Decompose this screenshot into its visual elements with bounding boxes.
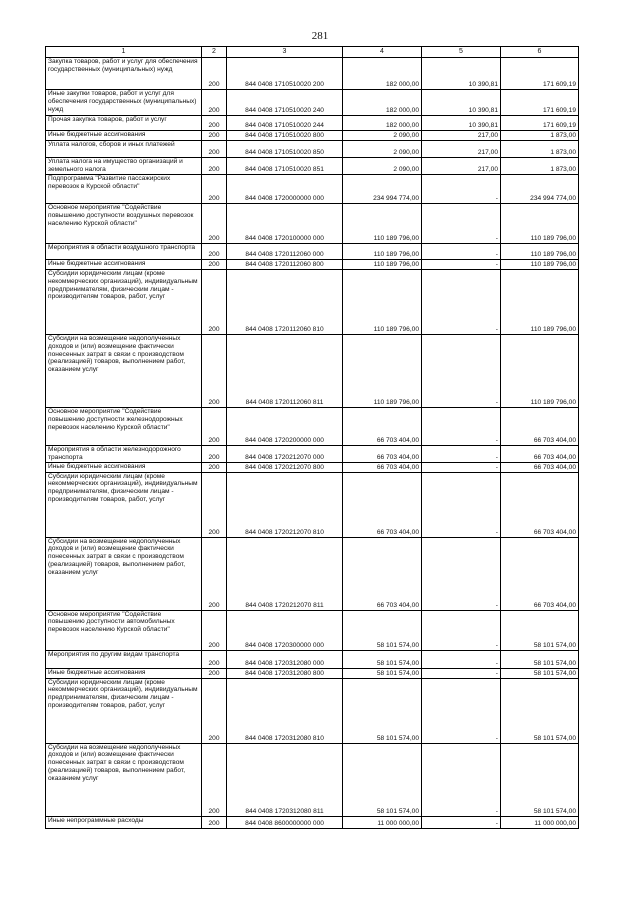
row-amount-remaining: 66 703 404,00: [501, 408, 579, 446]
row-amount-remaining: 66 703 404,00: [501, 472, 579, 537]
column-header-6: 6: [501, 47, 579, 58]
page-number: 281: [311, 30, 329, 42]
row-amount-plan: 58 101 574,00: [343, 678, 422, 743]
row-amount-plan: 58 101 574,00: [343, 650, 422, 668]
row-amount-plan: 11 000 000,00: [343, 816, 422, 828]
row-amount-remaining: 58 101 574,00: [501, 668, 579, 678]
row-amount-executed: -: [422, 462, 501, 472]
row-code: 200: [202, 650, 227, 668]
column-header-5: 5: [422, 47, 501, 58]
row-amount-plan: 2 090,00: [343, 131, 422, 141]
row-amount-plan: 58 101 574,00: [343, 668, 422, 678]
row-name: Иные непрограммные расходы: [46, 816, 202, 828]
table-row: [46, 610, 579, 650]
row-kbk: 844 0408 1710510020 240: [227, 90, 343, 116]
row-amount-remaining: 66 703 404,00: [501, 446, 579, 463]
row-amount-plan: 2 090,00: [343, 158, 422, 175]
row-kbk: 844 0408 1720312080 800: [227, 668, 343, 678]
row-name: Мероприятия по другим видам транспорта: [46, 650, 202, 668]
row-code: 200: [202, 175, 227, 204]
row-amount-remaining: 1 873,00: [501, 141, 579, 158]
row-name: Иные бюджетные ассигнования: [46, 462, 202, 472]
row-amount-remaining: 110 189 796,00: [501, 244, 579, 260]
row-code: 200: [202, 204, 227, 244]
table-row: [46, 743, 579, 816]
row-kbk: 844 0408 1720212070 000: [227, 446, 343, 463]
row-kbk: 844 0408 1720112060 811: [227, 335, 343, 408]
row-amount-executed: -: [422, 446, 501, 463]
row-amount-plan: 66 703 404,00: [343, 408, 422, 446]
row-amount-executed: -: [422, 472, 501, 537]
row-code: 200: [202, 158, 227, 175]
row-amount-executed: -: [422, 816, 501, 828]
row-amount-remaining: 66 703 404,00: [501, 462, 579, 472]
row-amount-remaining: 171 609,19: [501, 116, 579, 131]
table-row: [46, 260, 579, 270]
row-amount-executed: -: [422, 244, 501, 260]
table-row: [46, 204, 579, 244]
row-kbk: 844 0408 1720212070 810: [227, 472, 343, 537]
row-amount-executed: -: [422, 678, 501, 743]
row-name: Подпрограмма "Развитие пассажирских перевозок в Курской области": [46, 175, 202, 204]
row-amount-executed: -: [422, 668, 501, 678]
row-amount-remaining: 58 101 574,00: [501, 678, 579, 743]
row-amount-executed: -: [422, 610, 501, 650]
row-code: 200: [202, 408, 227, 446]
row-code: 200: [202, 260, 227, 270]
row-amount-plan: 110 189 796,00: [343, 260, 422, 270]
row-amount-plan: 66 703 404,00: [343, 472, 422, 537]
row-name: Субсидии на возмещение недополученных доходов и (или) возмещение фактически понесенных затрат в связи с производством (реализацией) товаров, выполнением работ, оказанием услуг: [46, 537, 202, 610]
row-amount-plan: 110 189 796,00: [343, 244, 422, 260]
table-row: [46, 158, 579, 175]
row-amount-plan: 110 189 796,00: [343, 204, 422, 244]
row-amount-remaining: 58 101 574,00: [501, 743, 579, 816]
row-amount-remaining: 1 873,00: [501, 158, 579, 175]
row-amount-plan: 66 703 404,00: [343, 462, 422, 472]
row-amount-remaining: 58 101 574,00: [501, 610, 579, 650]
row-amount-plan: 2 090,00: [343, 141, 422, 158]
row-kbk: 844 0408 1710510020 200: [227, 58, 343, 90]
row-amount-plan: 110 189 796,00: [343, 270, 422, 335]
row-name: Основное мероприятие "Содействие повышению доступности автомобильных перевозок населению Курской области": [46, 610, 202, 650]
row-amount-executed: -: [422, 175, 501, 204]
row-code: 200: [202, 446, 227, 463]
table-row: [46, 462, 579, 472]
row-name: Субсидии на возмещение недополученных доходов и (или) возмещение фактически понесенных затрат в связи с производством (реализацией) товаров, выполнением работ, оказанием услуг: [46, 335, 202, 408]
row-code: 200: [202, 131, 227, 141]
row-name: Прочая закупка товаров, работ и услуг: [46, 116, 202, 131]
row-amount-remaining: 110 189 796,00: [501, 270, 579, 335]
row-code: 200: [202, 472, 227, 537]
column-header-2: 2: [202, 47, 227, 58]
row-amount-executed: -: [422, 650, 501, 668]
row-name: Иные бюджетные ассигнования: [46, 131, 202, 141]
column-header-3: 3: [227, 47, 343, 58]
row-code: 200: [202, 58, 227, 90]
row-kbk: 844 0408 1720212070 800: [227, 462, 343, 472]
row-amount-remaining: 110 189 796,00: [501, 204, 579, 244]
budget-table: [45, 46, 579, 829]
table-row: [46, 335, 579, 408]
row-amount-executed: -: [422, 260, 501, 270]
row-amount-executed: -: [422, 408, 501, 446]
table-row: [46, 90, 579, 116]
table-row: [46, 472, 579, 537]
row-name: Основное мероприятие "Содействие повышению доступности железнодорожных перевозок населению Курской области": [46, 408, 202, 446]
row-kbk: 844 0408 1720300000 000: [227, 610, 343, 650]
row-amount-plan: 182 000,00: [343, 90, 422, 116]
row-kbk: 844 0408 1720112060 000: [227, 244, 343, 260]
row-code: 200: [202, 141, 227, 158]
row-code: 200: [202, 244, 227, 260]
table-row: [46, 141, 579, 158]
column-header-1: 1: [46, 47, 202, 58]
table-row: [46, 408, 579, 446]
row-kbk: 844 0408 1710510020 851: [227, 158, 343, 175]
row-code: 200: [202, 90, 227, 116]
row-amount-plan: 234 994 774,00: [343, 175, 422, 204]
row-amount-remaining: 171 609,19: [501, 90, 579, 116]
row-amount-remaining: 66 703 404,00: [501, 537, 579, 610]
row-kbk: 844 0408 1720212070 811: [227, 537, 343, 610]
row-amount-plan: 58 101 574,00: [343, 743, 422, 816]
row-kbk: 844 0408 1720112060 800: [227, 260, 343, 270]
row-code: 200: [202, 743, 227, 816]
table-header-row: [46, 47, 579, 58]
row-amount-executed: -: [422, 335, 501, 408]
row-name: Мероприятия в области воздушного транспорта: [46, 244, 202, 260]
row-name: Субсидии юридическим лицам (кроме некоммерческих организаций), индивидуальным предпринимателям, физическим лицам - производителям товаров, работ, услуг: [46, 472, 202, 537]
row-code: 200: [202, 116, 227, 131]
table-row: [46, 678, 579, 743]
table-row: [46, 816, 579, 828]
table-row: [46, 175, 579, 204]
row-amount-plan: 182 000,00: [343, 116, 422, 131]
row-name: Иные бюджетные ассигнования: [46, 668, 202, 678]
row-amount-executed: 10 390,81: [422, 58, 501, 90]
row-kbk: 844 0408 1720100000 000: [227, 204, 343, 244]
table-row: [46, 650, 579, 668]
row-name: Уплата налогов, сборов и иных платежей: [46, 141, 202, 158]
row-name: Иные закупки товаров, работ и услуг для обеспечения государственных (муниципальных) нужд: [46, 90, 202, 116]
row-code: 200: [202, 610, 227, 650]
row-name: Субсидии на возмещение недополученных доходов и (или) возмещение фактически понесенных затрат в связи с производством (реализацией) товаров, выполнением работ, оказанием услуг: [46, 743, 202, 816]
row-name: Иные бюджетные ассигнования: [46, 260, 202, 270]
table-row: [46, 446, 579, 463]
row-name: Уплата налога на имущество организаций и земельного налога: [46, 158, 202, 175]
row-amount-executed: -: [422, 743, 501, 816]
row-amount-executed: 217,00: [422, 131, 501, 141]
row-kbk: 844 0408 1710510020 850: [227, 141, 343, 158]
row-amount-remaining: 11 000 000,00: [501, 816, 579, 828]
row-amount-remaining: 58 101 574,00: [501, 650, 579, 668]
table-body: [46, 58, 579, 829]
row-name: Основное мероприятие "Содействие повышению доступности воздушных перевозок населению Курской области": [46, 204, 202, 244]
table-row: [46, 270, 579, 335]
row-amount-executed: 10 390,81: [422, 116, 501, 131]
row-kbk: 844 0408 1710510020 244: [227, 116, 343, 131]
row-kbk: 844 0408 1720312080 810: [227, 678, 343, 743]
row-kbk: 844 0408 8600000000 000: [227, 816, 343, 828]
row-amount-plan: 182 000,00: [343, 58, 422, 90]
row-name: Мероприятия в области железнодорожного транспорта: [46, 446, 202, 463]
row-amount-executed: 217,00: [422, 158, 501, 175]
column-header-4: 4: [343, 47, 422, 58]
row-kbk: 844 0408 1720312080 811: [227, 743, 343, 816]
row-name: Закупка товаров, работ и услуг для обеспечения государственных (муниципальных) нужд: [46, 58, 202, 90]
row-kbk: 844 0408 1710510020 800: [227, 131, 343, 141]
row-code: 200: [202, 816, 227, 828]
row-code: 200: [202, 270, 227, 335]
row-amount-remaining: 234 994 774,00: [501, 175, 579, 204]
row-kbk: 844 0408 1720200000 000: [227, 408, 343, 446]
row-code: 200: [202, 668, 227, 678]
table-row: [46, 116, 579, 131]
row-kbk: 844 0408 1720112060 810: [227, 270, 343, 335]
table-row: [46, 244, 579, 260]
row-amount-executed: -: [422, 270, 501, 335]
row-code: 200: [202, 335, 227, 408]
table-row: [46, 537, 579, 610]
row-amount-plan: 66 703 404,00: [343, 537, 422, 610]
row-amount-plan: 58 101 574,00: [343, 610, 422, 650]
row-code: 200: [202, 537, 227, 610]
table-row: [46, 58, 579, 90]
row-amount-executed: -: [422, 537, 501, 610]
row-kbk: 844 0408 1720312080 000: [227, 650, 343, 668]
table-row: [46, 131, 579, 141]
row-kbk: 844 0408 1720000000 000: [227, 175, 343, 204]
row-amount-plan: 66 703 404,00: [343, 446, 422, 463]
table-row: [46, 668, 579, 678]
row-amount-remaining: 110 189 796,00: [501, 260, 579, 270]
row-name: Субсидии юридическим лицам (кроме некоммерческих организаций), индивидуальным предпринимателям, физическим лицам - производителям товаров, работ, услуг: [46, 678, 202, 743]
row-amount-plan: 110 189 796,00: [343, 335, 422, 408]
row-amount-executed: 217,00: [422, 141, 501, 158]
row-amount-executed: -: [422, 204, 501, 244]
row-code: 200: [202, 462, 227, 472]
row-amount-remaining: 1 873,00: [501, 131, 579, 141]
row-name: Субсидии юридическим лицам (кроме некоммерческих организаций), индивидуальным предпринимателям, физическим лицам - производителям товаров, работ, услуг: [46, 270, 202, 335]
row-amount-executed: 10 390,81: [422, 90, 501, 116]
row-code: 200: [202, 678, 227, 743]
row-amount-remaining: 171 609,19: [501, 58, 579, 90]
row-amount-remaining: 110 189 796,00: [501, 335, 579, 408]
